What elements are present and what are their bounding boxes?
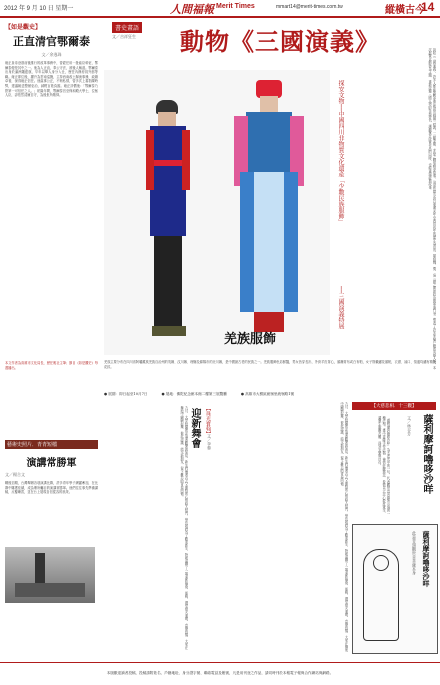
painting-title: 薩利摩訶嚕哆沙咩 [422, 531, 431, 587]
article-tag: 【如是觀史】 [5, 24, 42, 31]
contact-email[interactable]: mmart14@merit-times.com.tw [276, 4, 343, 10]
issue-date: 2012 年 9 月 10 日 星期一 [4, 6, 74, 12]
event-address: ● 高雄市大樹區統嶺里統嶺路1號 [240, 392, 295, 396]
male-costume-figure [144, 100, 194, 345]
left-bottom-article [5, 440, 98, 680]
article-byline: 文／李黎 [207, 434, 212, 450]
historical-photo [5, 547, 95, 603]
article-body-2: 九月，大學校園裡洋溢著歡樂的氣氛，新生們懷著忐忑又期待的心情踏入校門。學長姐們為了歡迎新生，特地籌辦了一場迎新舞會。那晚，禮堂燈火通明，音樂悠揚，大家在舞池中翩翩起舞，彼此認識，結交新朋友，留下難忘的青春回憶。 [339, 402, 348, 652]
vertical-caption-2: ──三國演義特展 [337, 286, 344, 330]
article-title: 迎新舞會 [189, 408, 200, 448]
page-footer [0, 662, 440, 685]
article-tag: 【大慈悲相．十三觀】 [352, 402, 436, 410]
article-title: 正直清官鄂爾泰 [13, 35, 90, 48]
column-name: 縱橫古今 [385, 5, 425, 16]
article-tag-bar [5, 440, 98, 449]
article-body: 九月，大學校園裡洋溢著歡樂的氣氛，新生們懷著忐忑又期待的心情踏入校門。學長姐們為了歡迎新生，特地籌辦了一場迎新舞會。那晚，禮堂燈火通明，音樂悠揚，大家在舞池中翩翩起舞，彼此認識，結交新朋友，留下難忘的青春回憶。 [179, 406, 188, 650]
event-venue: ● 展地：佛陀紀念館本館二樓第三展覽廳 [161, 392, 227, 396]
page-number: 14 [421, 0, 435, 14]
page-header [0, 0, 440, 18]
article-title: 薩利摩訶嚕哆沙咩 [421, 414, 432, 494]
tag-label: 藝術史照片．青青短檔 [7, 442, 58, 448]
article-body: 戰後初期，台灣舉辦各項演講比賽，許多青年學子踴躍參加，在比賽中屢獲佳績，成為眾所矚目的演講常勝軍。他們往往事先準備講稿，反覆練習，並在台上展現自信從容的風采。 [5, 481, 98, 495]
mid-article [104, 402, 216, 657]
article-body: 「薩利摩訶嚕哆沙咩」為大悲咒中的一句，代表觀世音菩薩所示現的一種法相。畫中菩薩手持法器，神情莊嚴慈悲，象徵以大悲心救度眾生，讓眾生脫離苦難，得到安樂與自在。 [377, 416, 390, 516]
newspaper-name: 人間福報 [170, 3, 214, 16]
feature-photo [104, 70, 330, 355]
left-article [5, 22, 98, 372]
feature-title: 動物《三國演義》 [180, 27, 380, 56]
mid-article-2 [220, 402, 348, 657]
footer-notice: 本版歡迎讀者投稿，投稿請附姓名、戶籍地址、身分證字號、聯絡電話及帳號，凡是用刊登之作品，請同時刊於本報電子報與合作網站與網路。 [106, 671, 334, 675]
event-info [104, 392, 436, 397]
feature-tag: 書史畫語 [112, 22, 142, 33]
article-title: 演講常勝軍 [26, 458, 77, 469]
vertical-caption-1: 探安文物──中國四川非物質文化遺產「少數民族服飾」 [337, 80, 344, 226]
article-tag: 【珠光寶翰】 [205, 406, 211, 436]
author-note: 本文作者為高雄市文化局長，歷任報社主筆；節目《如是觀史》每週播出。 [5, 361, 98, 370]
article-byline: 文／楊合文 [5, 472, 25, 477]
right-article [352, 402, 436, 657]
bodhisattva-painting [352, 524, 438, 654]
article-body: 雍正皇帝登基前後推行的改革事務中，曾經任用一批能臣幹吏，鄂爾泰便是其中之一。他為人正直，奉公守法，被後人稱道。鄂爾泰出身於滿洲鑲藍旗，早年以舉人身分入仕，歷任內務府員外郎等職。雍正即位後，擢升為雲南巡撫，主持西南改土歸流事務，政績卓著，深得雍正信任。他處事公正，不徇私情，曾多次上書指陳時弊，建議朝廷整頓吏治，減輕百姓負擔。雍正評價他：「鄂爾泰乃朕第一可信任之人。」乾隆年間，鄂爾泰官至保和殿大學士，位極人臣，卻依然清廉自守，為後世所敬仰。 [5, 61, 98, 98]
article-byline: 文／余逸珠 [41, 52, 62, 57]
feature-byline: 文／吉祥狂生 [112, 34, 136, 39]
event-period: ● 展期：即日起至10月7日 [104, 392, 148, 396]
painting-subtitle: 此是青頸觀世音菩薩本身 [412, 531, 417, 575]
female-costume-figure [234, 80, 304, 345]
photo-caption: 羌族主要分布在四川省阿壩藏族羌族自治州的茂縣、汶川縣、理縣及綿陽市的北川縣，是中國最古老的民族之一。羌族服飾色彩鮮豔，男女皆穿長衫，外套羊皮背心，頭纏青布或白布帕，女子則戴繡花頭帕，衣襟、袖口、領邊均繡有精美花紋。 [104, 360, 436, 369]
photo-title: 羌族服飾 [224, 332, 277, 347]
newspaper-name-en: Merit Times [216, 3, 255, 10]
article-byline: 文／林谷芳 [407, 416, 412, 436]
feature-body: 說起《三國演義》，許多人都能如數家珍地說出桃園三結義、三顧茅廬、赤壁之戰等精采故事。這部長篇小說以東漢末年至西晉初年的歷史為背景，描寫魏、蜀、吳三國之間的政治與軍事鬥爭，塑造了許多家喻戶曉的英雄人物。本次展覽以動物為主題，重新詮釋三國人物的性格特色，讓觀眾在欣賞作品的同時，也能重溫經典故事。 [427, 48, 436, 370]
